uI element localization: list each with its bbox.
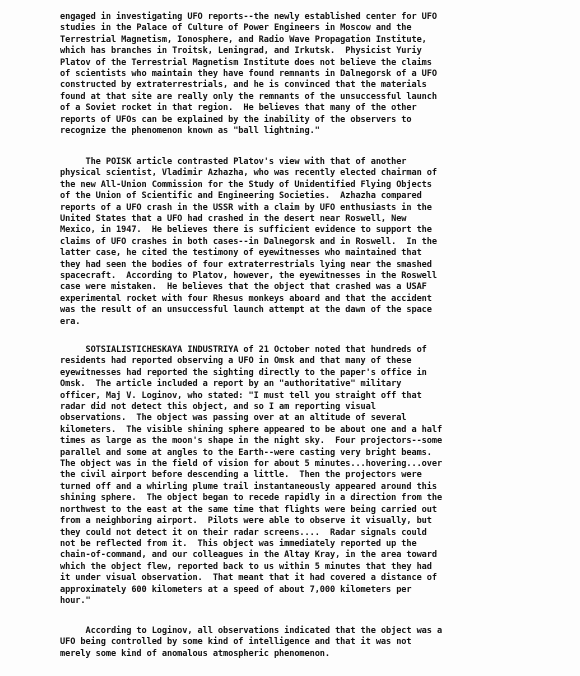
paragraph-ufo-centers-platov: engaged in investigating UFO reports--the newly established center for UFO studies in the Palace of Culture of Power Engineers in Moscow and the Terrestrial Magnetism, Ionosphere, and Radio Wave Propagation Institute, which has branches in Troitsk, Leningrad, and Irkutsk. Physicist Yuriy Platov of the Terrestrial Magnetism Institute does not believe the claims of scientists who maintain they have found remnants in Dalnegorsk of a UFO constructed by extraterrestrials, and he is convinced that the materials found at that site are really only the remnants of the unsuccessful launch of a Soviet rocket in that region. He believes that many of the other reports of UFOs can be explained by the inability of the observers to recognize the phenomenon known as "ball lightning." (60, 12, 437, 137)
paragraph-loginov-conclusion: According to Loginov, all observations indicated that the object was a UFO being controlled by some kind of intelligence and that it was not merely some kind of anomalous atmospheric phenomenon. (60, 626, 443, 659)
paragraph-poisk-azhazha-roswell: The POISK article contrasted Platov's view with that of another physical scientist, Vladimir Azhazha, who was recently elected chairman of the new All-Union Commission for the Study of Unidentified Flying Objects of the Union of Scientific and Engineering Societies. Azhazha compared reports of a UFO crash in the USSR with a claim by UFO enthusiasts in the United States that a UFO had crashed in the desert near Roswell, New Mexico, in 1947. He believes there is sufficient evidence to support the claims of UFO crashes in both cases--in Dalnegorsk and in Roswell. In the latter case, he cited the testimony of eyewitnesses who maintained that they had seen the bodies of four extraterrestrials lying near the smashed spacecraft. According to Platov, however, the eyewitnesses in the Roswell case were mistaken. He believes that the object that crashed was a USAF experimental rocket with four Rhesus monkeys aboard and that the accident was the result of an unsuccessful launch attempt at the dawn of the space era. (60, 157, 437, 327)
paragraph-omsk-loginov-report: SOTSIALISTICHESKAYA INDUSTRIYA of 21 October noted that hundreds of residents had reported observing a UFO in Omsk and that many of these eyewitnesses had reported the sighting directly to the paper's office in Omsk. The article included a report by an "authoritative" military officer, Maj V. Loginov, who stated: "I must tell you straight off that radar did not detect this object, and so I am reporting visual observations. The object was passing over at an altitude of several kilometers. The visible shining sphere appeared to be about one and a half times as large as the moon's shape in the night sky. Four projectors--some parallel and some at angles to the Earth--were casting very bright beams. The object was in the field of vision for about 5 minutes...hovering...over the civil airport before descending a little. Then the projectors were turned off and a whirling plume trail instantaneously appeared around this shining sphere. The object began to recede rapidly in a direction from the northwest to the east at the same time that flights were being carried out from a neighboring airport. Pilots were able to observe it visually, but they could not detect it on their radar screens.... Radar signals could not be reflected from it. This object was immediately reported up the chain-of-command, and our colleagues in the Altay Kray, in the area toward which the object flew, reported back to us within 5 minutes that they had it under visual observation. That meant that it had covered a distance of approximately 600 kilometers at a speed of about 7,000 kilometers per hour." (60, 345, 443, 606)
